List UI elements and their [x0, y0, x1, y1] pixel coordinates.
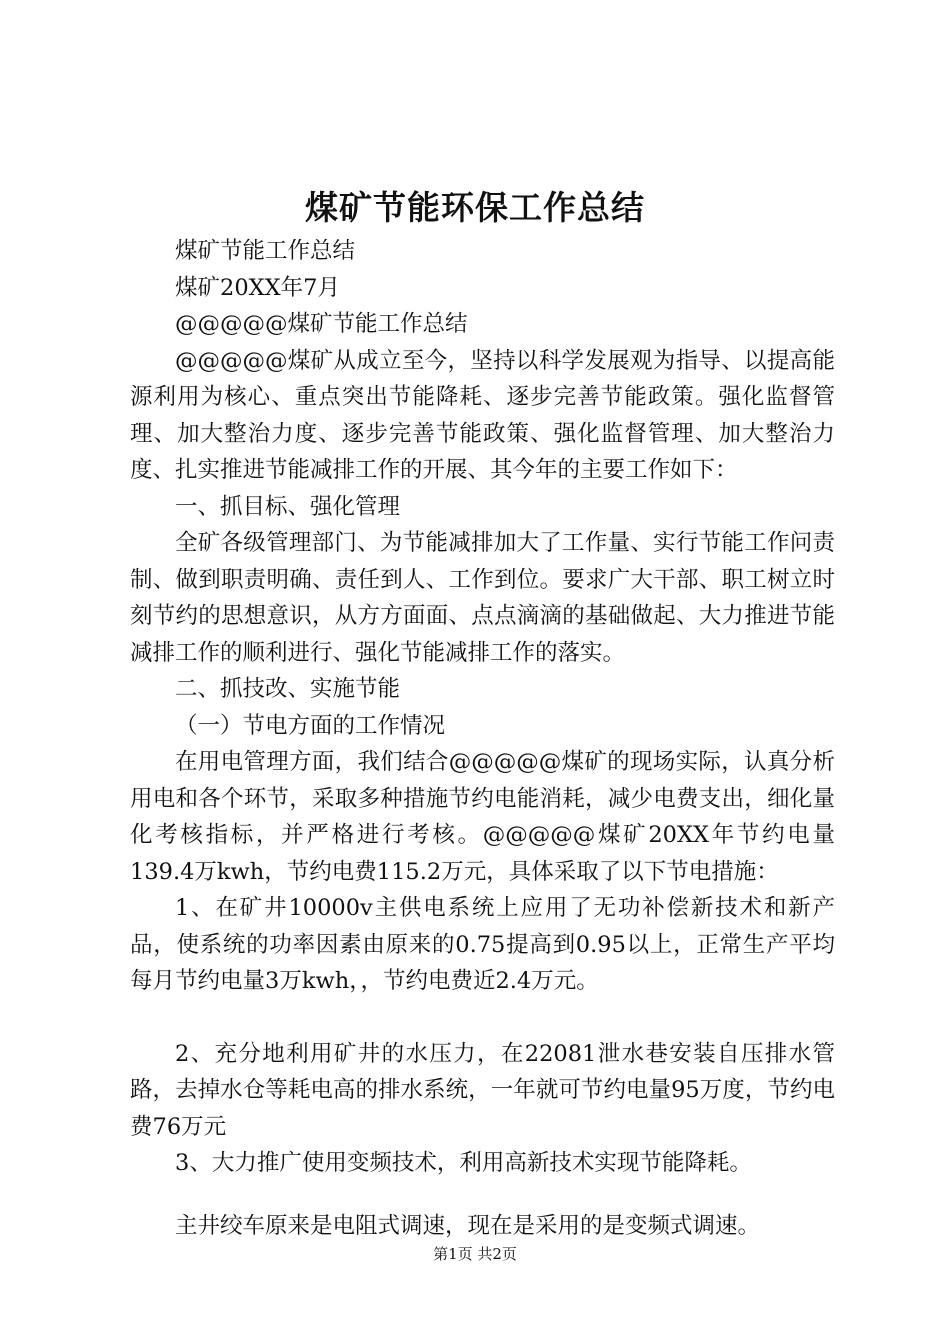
subtitle-line: 煤矿节能工作总结 [175, 238, 356, 264]
summary-heading: @@@@@煤矿节能工作总结 [175, 311, 468, 337]
measure-2-paragraph: 2、充分地利用矿井的水压力，在22081泄水巷安装自压排水管路，去掉水仓等耗电高的排水系统，一年就可节约电量95万度，节约电费76万元 [130, 1040, 835, 1140]
hoist-paragraph: 主井绞车原来是电阻式调速，现在是采用的是变频式调速。 [175, 1212, 761, 1239]
electricity-paragraph: 在用电管理方面，我们结合@@@@@煤矿的现场实际，认真分析用电和各个环节，采取多种措施节约电能消耗，减少电费支出，细化量化考核指标，并严格进行考核。@@@@@煤矿20XX年节约电量139.4万kwh，节约电费115.2万元，具体采取了以下节电措施： [130, 749, 835, 885]
measure-1-paragraph: 1、在矿井10000v主供电系统上应用了无功补偿新技术和新产品，使系统的功率因素由原来的0.75提高到0.95以上，正常生产平均每月节约电量3万kwh，，节约电费近2.4万元。 [130, 895, 835, 994]
section-heading-1: 一、抓目标、强化管理 [175, 493, 401, 520]
section-heading-2: 二、抓技改、实施节能 [175, 676, 401, 702]
document-body [130, 233, 835, 1244]
intro-paragraph: @@@@@煤矿从成立至今，坚持以科学发展观为指导、以提高能源利用为核心、重点突出节能降耗、逐步完善节能政策。强化监督管理、加大整治力度、逐步完善节能政策、强化监督管理、加大整治力度、扎实推进节能减排工作的开展、其今年的主要工作如下： [130, 347, 835, 483]
section-1-paragraph: 全矿各级管理部门、为节能减排加大了工作量、实行节能工作问责制、做到职责明确、责任到人、工作到位。要求广大干部、职工树立时刻节约的思想意识，从方方面面、点点滴滴的基础做起、大力推进节能减排工作的顺利进行、强化节能减排工作的落实。 [130, 530, 835, 666]
document-title: 煤矿节能环保工作总结 [305, 188, 645, 227]
date-line: 煤矿20XX年7月 [175, 274, 340, 301]
subsection-heading-1: （一）节电方面的工作情况 [175, 712, 446, 739]
page-footer: 第1页 共2页 [433, 1245, 517, 1263]
measure-3-paragraph: 3、大力推广使用变频技术，利用高新技术实现节能降耗。 [175, 1150, 752, 1176]
